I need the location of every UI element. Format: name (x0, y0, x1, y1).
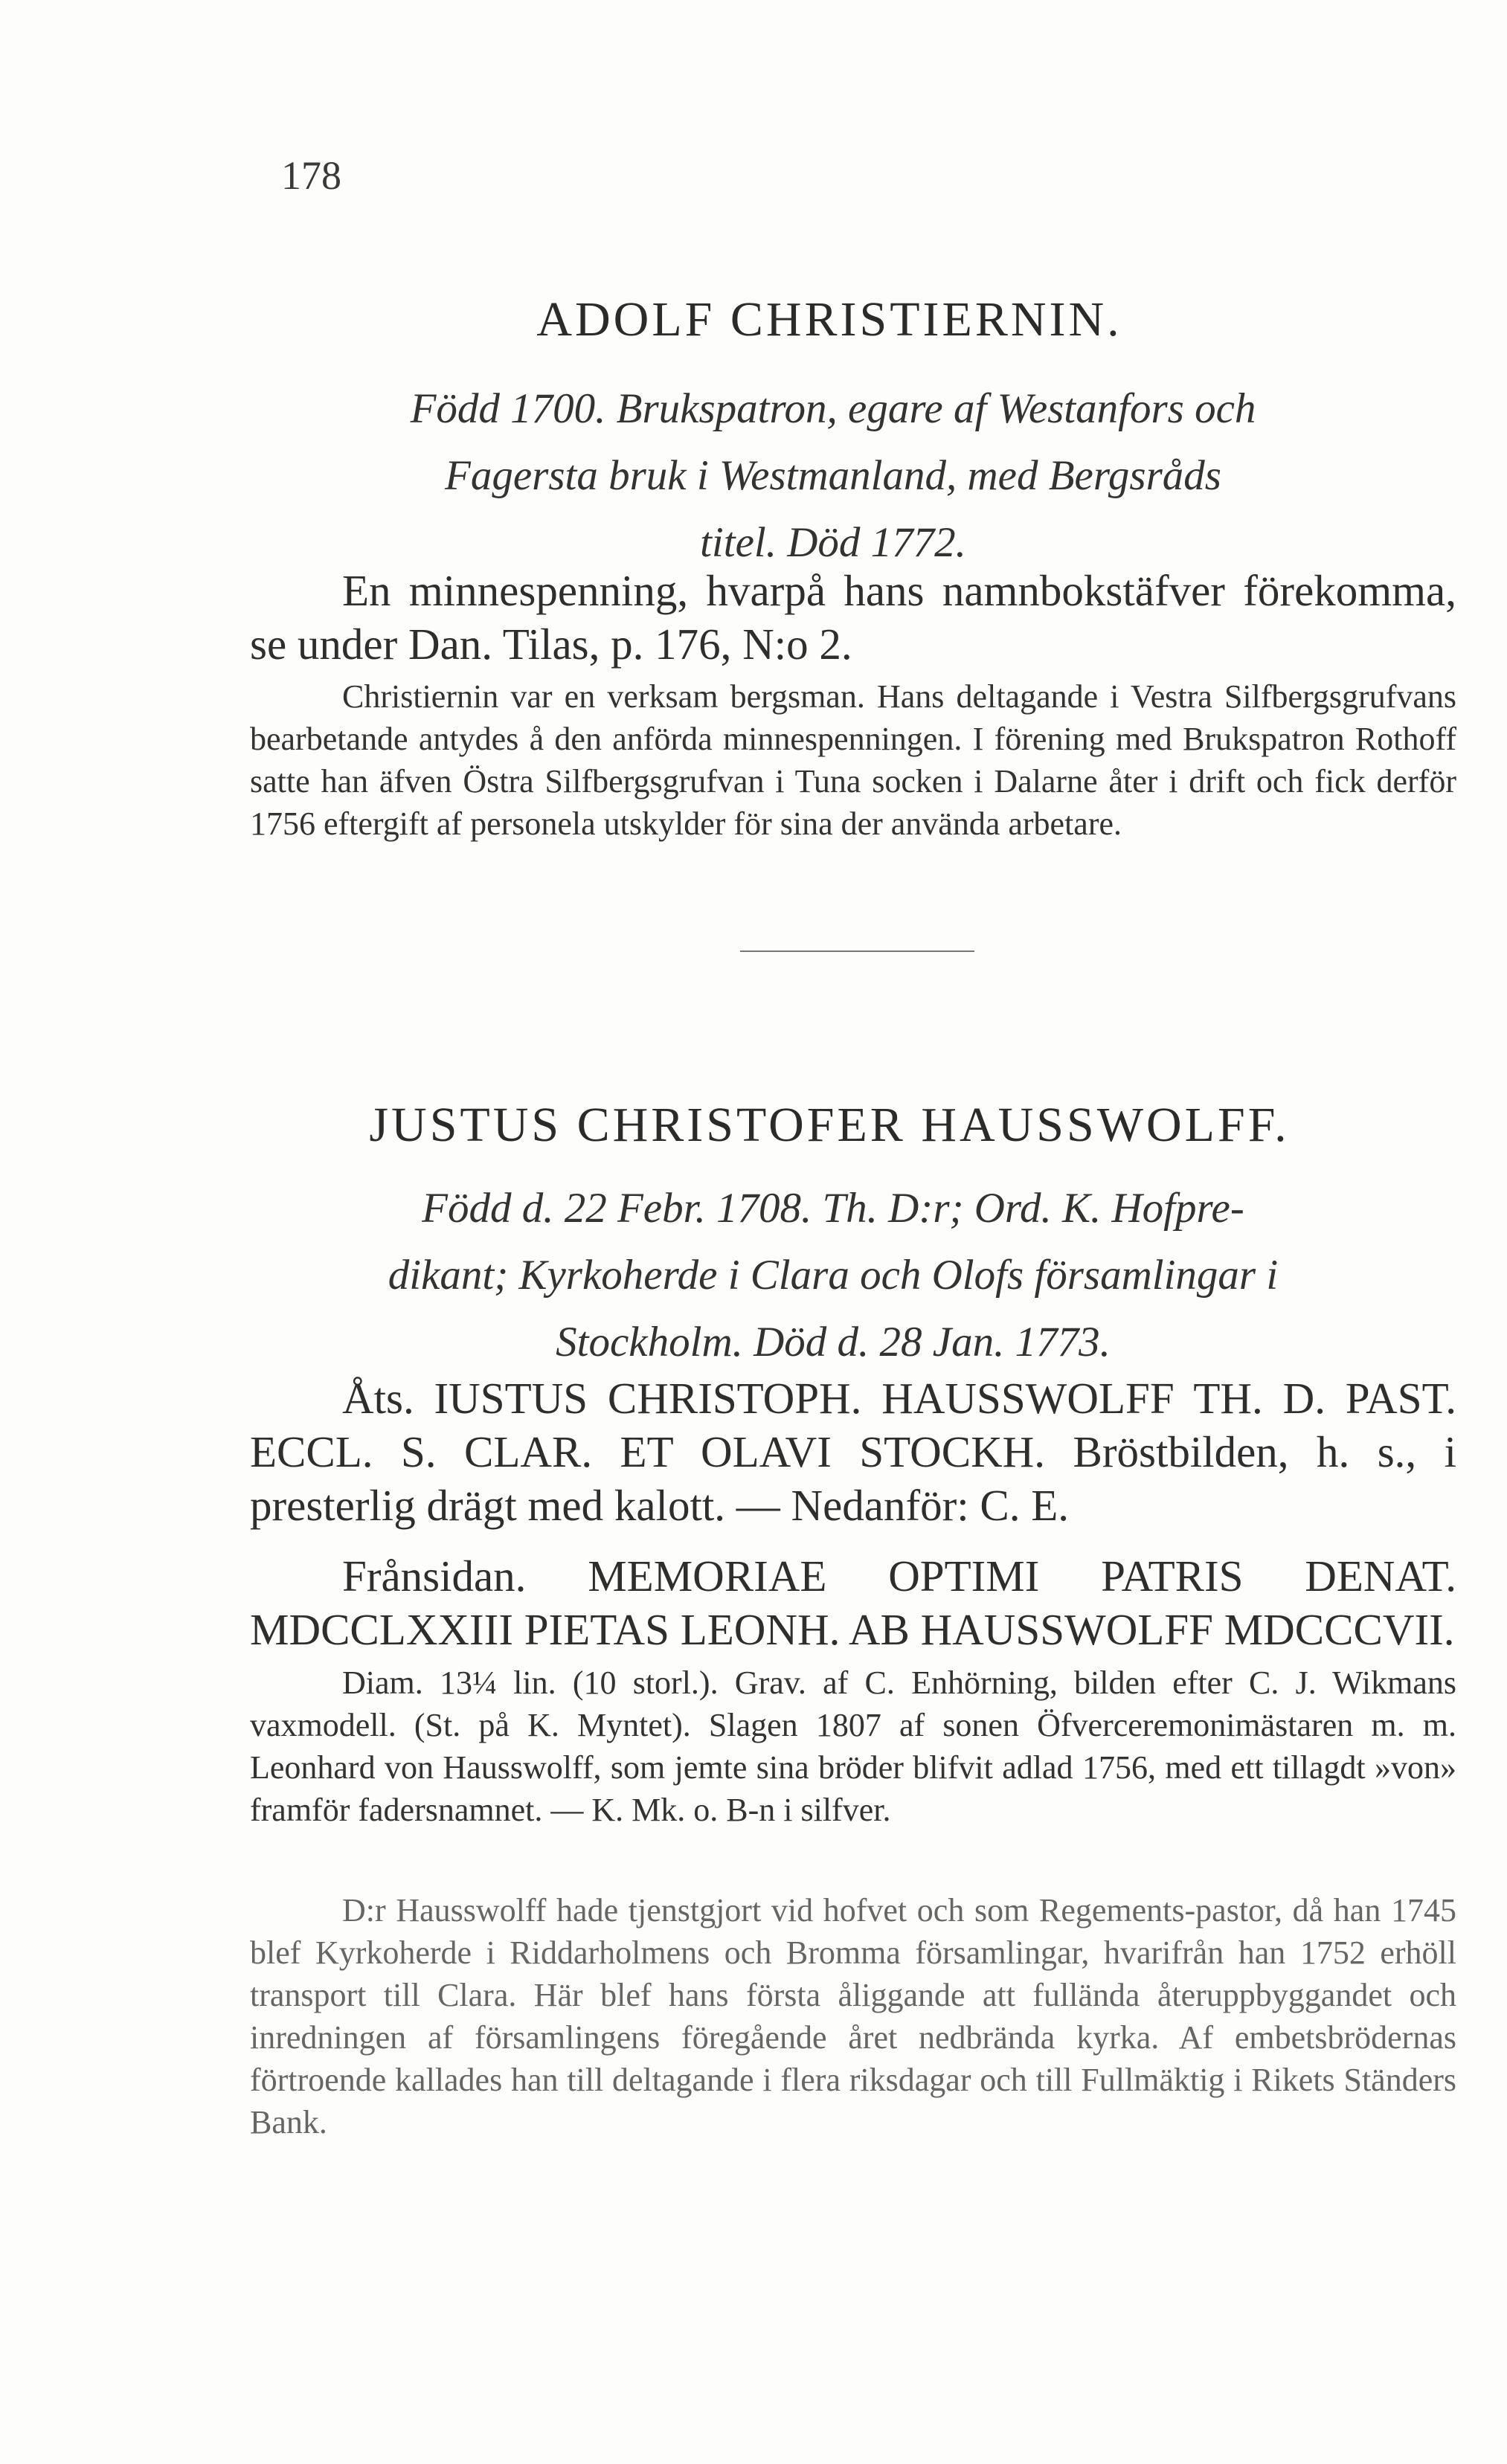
biographical-note (253, 376, 1413, 576)
bio-line: Född 1700. Brukspatron, egare af Westanfors och (410, 385, 1256, 432)
page-number: 178 (281, 153, 341, 198)
obverse-description: Åts. IUSTUS CHRISTOPH. HAUSSWOLFF TH. D. PAST. ECCL. S. CLAR. ET OLAVI STOCKH. Bröstbilden, h. s., i presterlig drägt med kalott. — Nedanför: C. E. (250, 1374, 1456, 1530)
entry-title: JUSTUS CHRISTOFER HAUSSWOLFF. (369, 1098, 1290, 1152)
bio-line: Stockholm. Död d. 28 Jan. 1773. (556, 1319, 1111, 1366)
reverse-description: Frånsidan. MEMORIAE OPTIMI PATRIS DENAT. MDCCLXXIII PIETAS LEONH. AB HAUSSWOLFF MDCCCVII. (250, 1551, 1456, 1654)
biography-paragraph: D:r Hausswolff hade tjenstgjort vid hofvet och som Regements-pastor, då han 1745 blef Kyrkoherde i Riddarholmens och Bromma församlingar, hvarifrån han 1752 erhöll transport till Clara. Här blef hans första åliggande att fullända återuppbyggandet och inredningen af församlingens föregående året nedbrända kyrka. Af embetsbrödernas förtroende kallades han till deltagande i flera riksdagar och till Fullmäktig i Rikets Ständers Bank. (250, 1892, 1456, 2140)
medal-details-paragraph: Diam. 13¼ lin. (10 storl.). Grav. af C. Enhörning, bilden efter C. J. Wikmans vaxmodell. (St. på K. Myntet). Slagen 1807 af sonen Öfverceremonimästaren m. m. Leonhard von Hausswolff, som jemte sina bröder blifvit adlad 1756, med ett tillagdt »von» framför fadersnamnet. — K. Mk. o. B-n i silfver. (250, 1664, 1456, 1828)
commentary-paragraph: Christiernin var en verksam bergsman. Hans deltagande i Vestra Silfbergsgrufvans bearbetande antydes å den anförda minnespenningen. I förening med Brukspatron Rothoff satte han äfven Östra Silfbergsgrufvan i Tuna socken i Dalarne åter i drift och fick derför 1756 eftergift af personela utskylder för sina der använda arbetare. (250, 678, 1456, 842)
entry-title: ADOLF CHRISTIERNIN. (536, 292, 1122, 347)
bio-line: titel. Död 1772. (700, 519, 966, 566)
section-divider (740, 950, 974, 952)
bio-line: dikant; Kyrkoherde i Clara och Olofs församlingar i (388, 1252, 1279, 1299)
bio-line: Fagersta bruk i Westmanland, med Bergsråds (445, 452, 1221, 499)
biographical-note (253, 1175, 1413, 1376)
medal-reference-paragraph: En minnespenning, hvarpå hans namnbokstäfver förekomma, se under Dan. Tilas, p. 176, N:o 2. (250, 566, 1456, 669)
bio-line: Född d. 22 Febr. 1708. Th. D:r; Ord. K. Hofpre- (422, 1185, 1244, 1232)
